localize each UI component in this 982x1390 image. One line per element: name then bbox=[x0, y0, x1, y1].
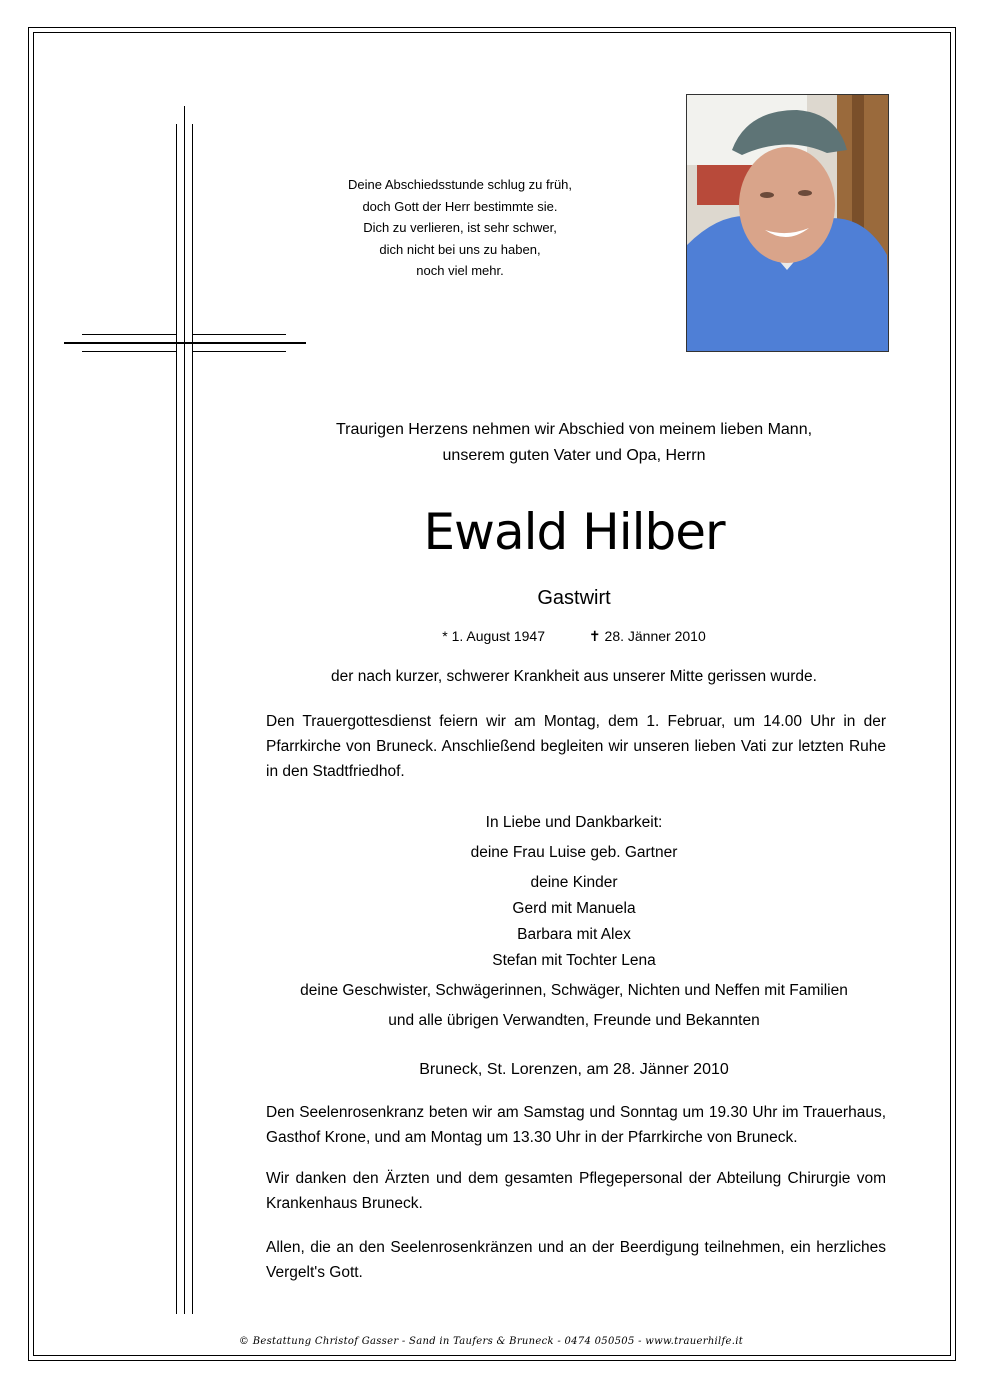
mourner-line: Gerd mit Manuela bbox=[512, 900, 636, 917]
poem-line: Dich zu verlieren, ist sehr schwer, bbox=[363, 220, 557, 235]
deceased-name: Ewald Hilber bbox=[423, 503, 725, 561]
mourners-list bbox=[236, 810, 912, 1034]
poem-line: noch viel mehr. bbox=[416, 263, 504, 278]
intro-line: Traurigen Herzens nehmen wir Abschied von meinem lieben Mann, bbox=[335, 421, 813, 438]
service-paragraph: Den Trauergottesdienst feiern wir am Montag, dem 1. Februar, um 14.00 Uhr in der Pfarrkirche von Bruneck. Anschließend begleiten wir unseren lieben Vati zur letzten Ruhe in den Stadtfriedhof. bbox=[266, 713, 886, 780]
intro-text bbox=[236, 417, 912, 469]
death-date: 28. Jänner 2010 bbox=[604, 628, 706, 644]
place-date: Bruneck, St. Lorenzen, am 28. Jänner 2010 bbox=[419, 1061, 729, 1078]
thanks-doctors-paragraph: Wir danken den Ärzten und dem gesamten Pflegepersonal der Abteilung Chirurgie vom Krankenhaus Bruneck. bbox=[266, 1170, 886, 1212]
poem-line: doch Gott der Herr bestimmte sie. bbox=[362, 198, 558, 214]
footer-credit: © Bestattung Christof Gasser - Sand in Taufers & Bruneck - 0474 050505 - www.trauerhilfe.it bbox=[238, 1336, 744, 1347]
mourners-heading: In Liebe und Dankbarkeit: bbox=[485, 814, 663, 831]
poem-line: dich nicht bei uns zu haben, bbox=[379, 241, 541, 257]
birth-symbol: * bbox=[442, 628, 448, 644]
mourner-line: Stefan mit Tochter Lena bbox=[492, 952, 656, 969]
mourner-line: deine Geschwister, Schwägerinnen, Schwäger, Nichten und Neffen mit Familien bbox=[300, 982, 848, 999]
birth-date: 1. August 1947 bbox=[451, 628, 546, 644]
thanks-all-paragraph: Allen, die an den Seelenrosenkränzen und an der Beerdigung teilnehmen, ein herzliches Vergelt's Gott. bbox=[266, 1239, 886, 1281]
death-symbol: ✝ bbox=[588, 628, 601, 644]
poem bbox=[330, 174, 590, 282]
portrait-image bbox=[687, 95, 889, 352]
mourner-line: deine Frau Luise geb. Gartner bbox=[470, 844, 678, 861]
life-dates bbox=[236, 624, 912, 648]
mourner-line: Barbara mit Alex bbox=[517, 926, 631, 943]
occupation: Gastwirt bbox=[537, 587, 611, 609]
poem-line: Deine Abschiedsstunde schlug zu früh, bbox=[347, 177, 573, 192]
mourner-line: und alle übrigen Verwandten, Freunde und Bekannten bbox=[388, 1012, 760, 1029]
cause-text: der nach kurzer, schwerer Krankheit aus unserer Mitte gerissen wurde. bbox=[331, 668, 817, 685]
portrait-photo bbox=[686, 94, 889, 352]
mourner-line: deine Kinder bbox=[530, 874, 618, 891]
intro-line: unserem guten Vater und Opa, Herrn bbox=[442, 447, 706, 464]
rosary-paragraph: Den Seelenrosenkranz beten wir am Samstag und Sonntag um 19.30 Uhr im Trauerhaus, Gasthof Krone, und am Montag um 13.30 Uhr in der Pfarrkirche von Bruneck. bbox=[266, 1104, 886, 1146]
